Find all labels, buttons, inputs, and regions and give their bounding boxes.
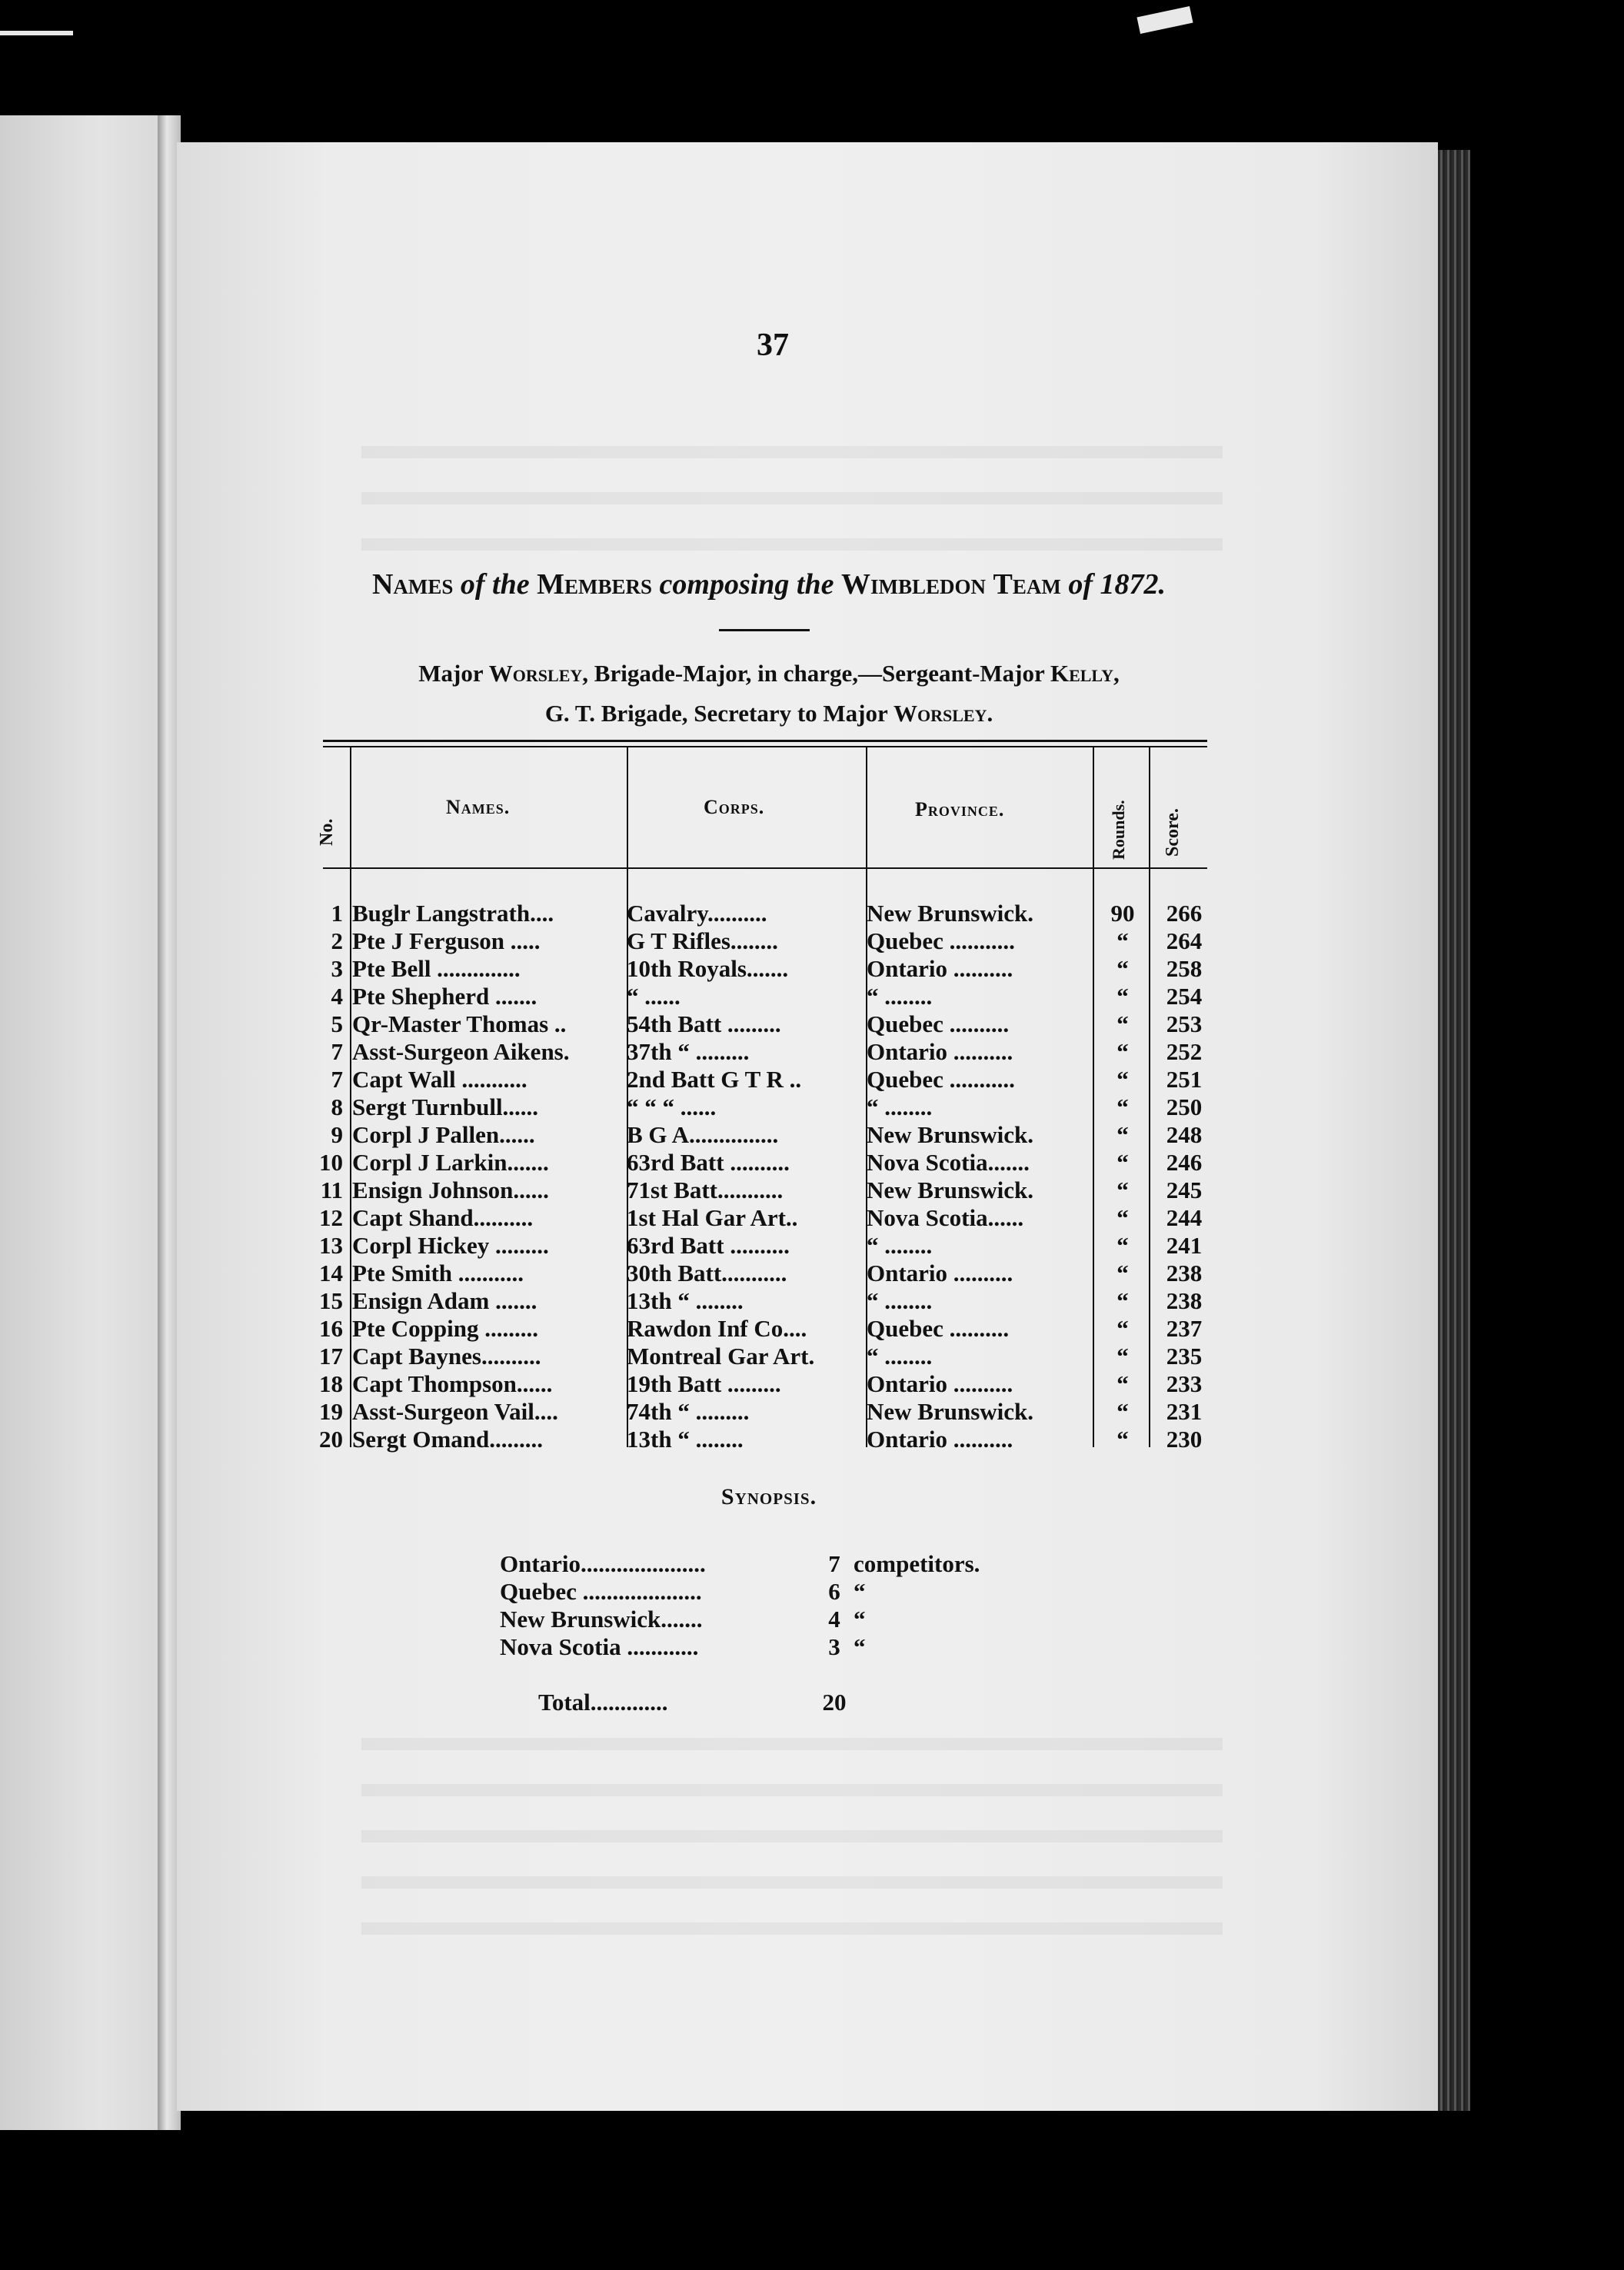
cell-province: “ ........ <box>867 983 933 1010</box>
table-row <box>308 1204 1215 1232</box>
cell-score: 241 <box>1166 1232 1203 1259</box>
intro-text: , Brigade-Major, in charge,—Sergeant-Major <box>582 660 1050 687</box>
left-page-edge <box>0 115 165 2130</box>
table-row <box>308 1370 1215 1398</box>
cell-score: 253 <box>1166 1010 1203 1037</box>
cell-rounds: “ <box>1116 1010 1129 1037</box>
intro-name: Worsley <box>488 660 583 687</box>
cell-corps: 1st Hal Gar Art.. <box>627 1204 798 1231</box>
bleed-through-text <box>361 1784 1223 1796</box>
cell-rounds: “ <box>1116 1121 1129 1148</box>
cell-no: 9 <box>331 1121 343 1148</box>
total-value: 20 <box>822 1689 847 1716</box>
cell-score: 231 <box>1166 1398 1203 1425</box>
cell-score: 235 <box>1166 1343 1203 1370</box>
cell-score: 248 <box>1166 1121 1203 1148</box>
header-score: Score. <box>1163 808 1183 857</box>
cell-corps: G T Rifles........ <box>627 927 778 954</box>
cell-score: 244 <box>1166 1204 1203 1231</box>
table-row <box>308 983 1215 1010</box>
cell-name: Capt Baynes.......... <box>352 1343 541 1370</box>
cell-province: New Brunswick. <box>867 1177 1034 1203</box>
intro-text: G. T. Brigade, Secretary to Major <box>544 700 894 727</box>
cell-province: Ontario .......... <box>867 1260 1013 1286</box>
cell-no: 3 <box>331 955 343 982</box>
cell-province: Nova Scotia....... <box>867 1149 1030 1176</box>
synopsis-province: Nova Scotia ............ <box>500 1633 699 1660</box>
cell-rounds: “ <box>1116 927 1129 954</box>
cell-corps: “ ...... <box>627 983 681 1010</box>
cell-corps: “ “ “ ...... <box>627 1093 717 1120</box>
table-row <box>308 1177 1215 1204</box>
cell-rounds: “ <box>1116 1287 1129 1314</box>
cell-score: 230 <box>1166 1426 1203 1453</box>
title-word: Team <box>993 568 1061 601</box>
header-corps: Corps. <box>704 796 765 818</box>
synopsis-heading: Synopsis. <box>720 1484 817 1509</box>
cell-province: Quebec ........... <box>867 927 1015 954</box>
cell-no: 18 <box>319 1370 343 1397</box>
title-word: of the <box>460 568 530 601</box>
synopsis-province: New Brunswick....... <box>500 1606 703 1633</box>
table-row <box>308 1287 1215 1315</box>
cell-corps: B G A............... <box>627 1121 779 1148</box>
bleed-through-text <box>361 538 1223 551</box>
cell-province: New Brunswick. <box>867 1398 1034 1425</box>
cell-score: 238 <box>1166 1260 1203 1286</box>
cell-name: Sergt Omand......... <box>352 1426 543 1453</box>
cell-rounds: “ <box>1116 1370 1129 1397</box>
cell-province: New Brunswick. <box>867 1121 1034 1148</box>
page-stack-edge <box>1438 150 1470 2111</box>
title-word: of 1872. <box>1068 568 1166 601</box>
title-word: composing the <box>659 568 834 601</box>
cell-score: 250 <box>1166 1093 1203 1120</box>
synopsis-count: 7 <box>828 1550 840 1577</box>
cell-no: 19 <box>319 1398 343 1425</box>
title-word: Names <box>371 568 454 601</box>
table-row <box>308 927 1215 955</box>
cell-name: Pte Copping ......... <box>352 1315 538 1342</box>
cell-name: Ensign Adam ....... <box>352 1287 537 1314</box>
table-row <box>308 1093 1215 1121</box>
cell-rounds: “ <box>1116 1177 1129 1203</box>
cell-name: Corpl Hickey ......... <box>352 1232 549 1259</box>
cell-rounds: “ <box>1116 1343 1129 1370</box>
cell-rounds: “ <box>1116 1315 1129 1342</box>
bleed-through-text <box>361 492 1223 504</box>
cell-no: 20 <box>319 1426 343 1453</box>
cell-corps: 54th Batt ......... <box>627 1010 781 1037</box>
cell-no: 1 <box>331 900 343 927</box>
intro-text: Major <box>418 660 489 687</box>
synopsis-row <box>492 1550 1030 1578</box>
cell-score: 237 <box>1166 1315 1203 1342</box>
synopsis-unit: “ <box>854 1606 866 1633</box>
cell-corps: Montreal Gar Art. <box>627 1343 815 1370</box>
synopsis-unit: “ <box>854 1578 866 1605</box>
cell-no: 7 <box>331 1066 343 1093</box>
cell-rounds: “ <box>1116 1149 1129 1176</box>
header-rounds: Rounds. <box>1109 800 1128 860</box>
cell-rounds: “ <box>1116 1093 1129 1120</box>
cell-score: 258 <box>1166 955 1203 982</box>
table-row <box>308 1260 1215 1287</box>
cell-no: 17 <box>319 1343 343 1370</box>
cell-name: Corpl J Pallen...... <box>352 1121 535 1148</box>
intro-name: Kelly <box>1050 660 1113 687</box>
header-province: Province. <box>915 798 1005 820</box>
cell-score: 246 <box>1166 1149 1203 1176</box>
cell-rounds: 90 <box>1110 900 1135 927</box>
cell-province: Ontario .......... <box>867 1426 1013 1453</box>
cell-corps: 2nd Batt G T R .. <box>627 1066 802 1093</box>
cell-score: 251 <box>1166 1066 1203 1093</box>
page-number: 37 <box>757 328 789 363</box>
table-row <box>308 1010 1215 1038</box>
synopsis-total <box>538 1689 907 1716</box>
cell-no: 15 <box>319 1287 343 1314</box>
cell-corps: 74th “ ......... <box>627 1398 750 1425</box>
title-word: Wimbledon <box>841 568 987 601</box>
intro-text: . <box>987 700 993 727</box>
table-row <box>308 1038 1215 1066</box>
cell-rounds: “ <box>1116 983 1129 1010</box>
bleed-through-text <box>361 1922 1223 1935</box>
title-word: Members <box>537 568 653 601</box>
cell-name: Sergt Turnbull...... <box>352 1093 539 1120</box>
cell-score: 245 <box>1166 1177 1203 1203</box>
cell-rounds: “ <box>1116 1426 1129 1453</box>
cell-name: Capt Shand.......... <box>352 1204 534 1231</box>
cell-name: Ensign Johnson...... <box>352 1177 549 1203</box>
bleed-through-text <box>361 1738 1223 1750</box>
cell-score: 233 <box>1166 1370 1203 1397</box>
cell-province: Quebec ........... <box>867 1066 1015 1093</box>
cell-score: 264 <box>1166 927 1203 954</box>
cell-rounds: “ <box>1116 1260 1129 1286</box>
cell-name: Asst-Surgeon Aikens. <box>352 1038 570 1065</box>
cell-corps: 71st Batt........... <box>627 1177 784 1203</box>
cell-no: 11 <box>320 1177 343 1203</box>
cell-no: 13 <box>319 1232 343 1259</box>
cell-name: Corpl J Larkin....... <box>352 1149 549 1176</box>
header-names: Names. <box>446 796 511 818</box>
cell-corps: 13th “ ........ <box>627 1426 744 1453</box>
cell-name: Pte J Ferguson ..... <box>352 927 541 954</box>
table-top-rule-thin <box>323 746 1207 747</box>
cell-rounds: “ <box>1116 955 1129 982</box>
cell-score: 238 <box>1166 1287 1203 1314</box>
cell-name: Buglr Langstrath.... <box>352 900 554 927</box>
cell-province: Ontario .......... <box>867 1038 1013 1065</box>
cell-province: Ontario .......... <box>867 1370 1013 1397</box>
cell-province: “ ........ <box>867 1287 933 1314</box>
synopsis-count: 3 <box>828 1633 840 1660</box>
table-row <box>308 1149 1215 1177</box>
table-row <box>308 1315 1215 1343</box>
cell-no: 14 <box>319 1260 343 1286</box>
synopsis-row <box>492 1578 1030 1606</box>
cell-rounds: “ <box>1116 1204 1129 1231</box>
cell-score: 266 <box>1166 900 1203 927</box>
cell-province: Quebec .......... <box>867 1315 1010 1342</box>
dust-speck <box>1136 6 1193 34</box>
cell-rounds: “ <box>1116 1066 1129 1093</box>
cell-name: Pte Bell .............. <box>352 955 521 982</box>
cell-name: Pte Smith ........... <box>352 1260 524 1286</box>
cell-corps: 10th Royals....... <box>627 955 789 982</box>
cell-no: 2 <box>331 927 343 954</box>
cell-no: 5 <box>331 1010 343 1037</box>
cell-no: 4 <box>331 983 343 1010</box>
cell-province: New Brunswick. <box>867 900 1034 927</box>
page-title <box>315 568 1223 601</box>
cell-corps: Cavalry.......... <box>627 900 767 927</box>
cell-province: “ ........ <box>867 1093 933 1120</box>
synopsis-count: 4 <box>828 1606 840 1633</box>
cell-score: 254 <box>1166 983 1203 1010</box>
cell-rounds: “ <box>1116 1398 1129 1425</box>
cell-corps: 37th “ ......... <box>627 1038 750 1065</box>
synopsis-province: Ontario..................... <box>500 1550 706 1577</box>
cell-province: Quebec .......... <box>867 1010 1010 1037</box>
cell-corps: 30th Batt........... <box>627 1260 787 1286</box>
cell-province: “ ........ <box>867 1232 933 1259</box>
bleed-through-text <box>361 1876 1223 1889</box>
cell-corps: 63rd Batt .......... <box>627 1232 790 1259</box>
bleed-through-text <box>361 1830 1223 1842</box>
synopsis-unit: “ <box>854 1633 866 1660</box>
bleed-through-text <box>361 446 1223 458</box>
cell-name: Asst-Surgeon Vail.... <box>352 1398 558 1425</box>
table-row <box>308 1343 1215 1370</box>
cell-rounds: “ <box>1116 1038 1129 1065</box>
table-row <box>308 955 1215 983</box>
cell-no: 8 <box>331 1093 343 1120</box>
cell-corps: 13th “ ........ <box>627 1287 744 1314</box>
table-row <box>308 1426 1215 1453</box>
synopsis-province: Quebec .................... <box>500 1578 702 1605</box>
intro-text: , <box>1113 660 1120 687</box>
total-label: Total............. <box>538 1689 668 1716</box>
cell-province: Nova Scotia...... <box>867 1204 1024 1231</box>
table-row <box>308 1066 1215 1093</box>
table-row <box>308 1398 1215 1426</box>
table-top-rule <box>323 740 1207 742</box>
dust-speck <box>0 31 73 35</box>
cell-name: Capt Thompson...... <box>352 1370 553 1397</box>
header-no: No. <box>317 818 337 846</box>
cell-name: Pte Shepherd ....... <box>352 983 537 1010</box>
intro-name: Worsley <box>893 700 987 727</box>
cell-name: Capt Wall ........... <box>352 1066 527 1093</box>
table-row <box>308 900 1215 927</box>
cell-corps: Rawdon Inf Co.... <box>627 1315 807 1342</box>
cell-name: Qr-Master Thomas .. <box>352 1010 567 1037</box>
cell-no: 16 <box>319 1315 343 1342</box>
synopsis-unit: competitors. <box>854 1550 980 1577</box>
synopsis-count: 6 <box>828 1578 840 1605</box>
cell-corps: 63rd Batt .......... <box>627 1149 790 1176</box>
intro-line-1 <box>315 660 1223 687</box>
cell-rounds: “ <box>1116 1232 1129 1259</box>
cell-province: Ontario .......... <box>867 955 1013 982</box>
cell-no: 12 <box>319 1204 343 1231</box>
cell-no: 7 <box>331 1038 343 1065</box>
cell-no: 10 <box>319 1149 343 1176</box>
table-header-rule <box>323 867 1207 869</box>
cell-corps: 19th Batt ......... <box>627 1370 781 1397</box>
table-row <box>308 1121 1215 1149</box>
synopsis-row <box>492 1633 1030 1661</box>
synopsis-row <box>492 1606 1030 1633</box>
intro-line-2 <box>315 700 1223 727</box>
cell-score: 252 <box>1166 1038 1203 1065</box>
title-rule <box>719 629 810 631</box>
table-row <box>308 1232 1215 1260</box>
cell-province: “ ........ <box>867 1343 933 1370</box>
